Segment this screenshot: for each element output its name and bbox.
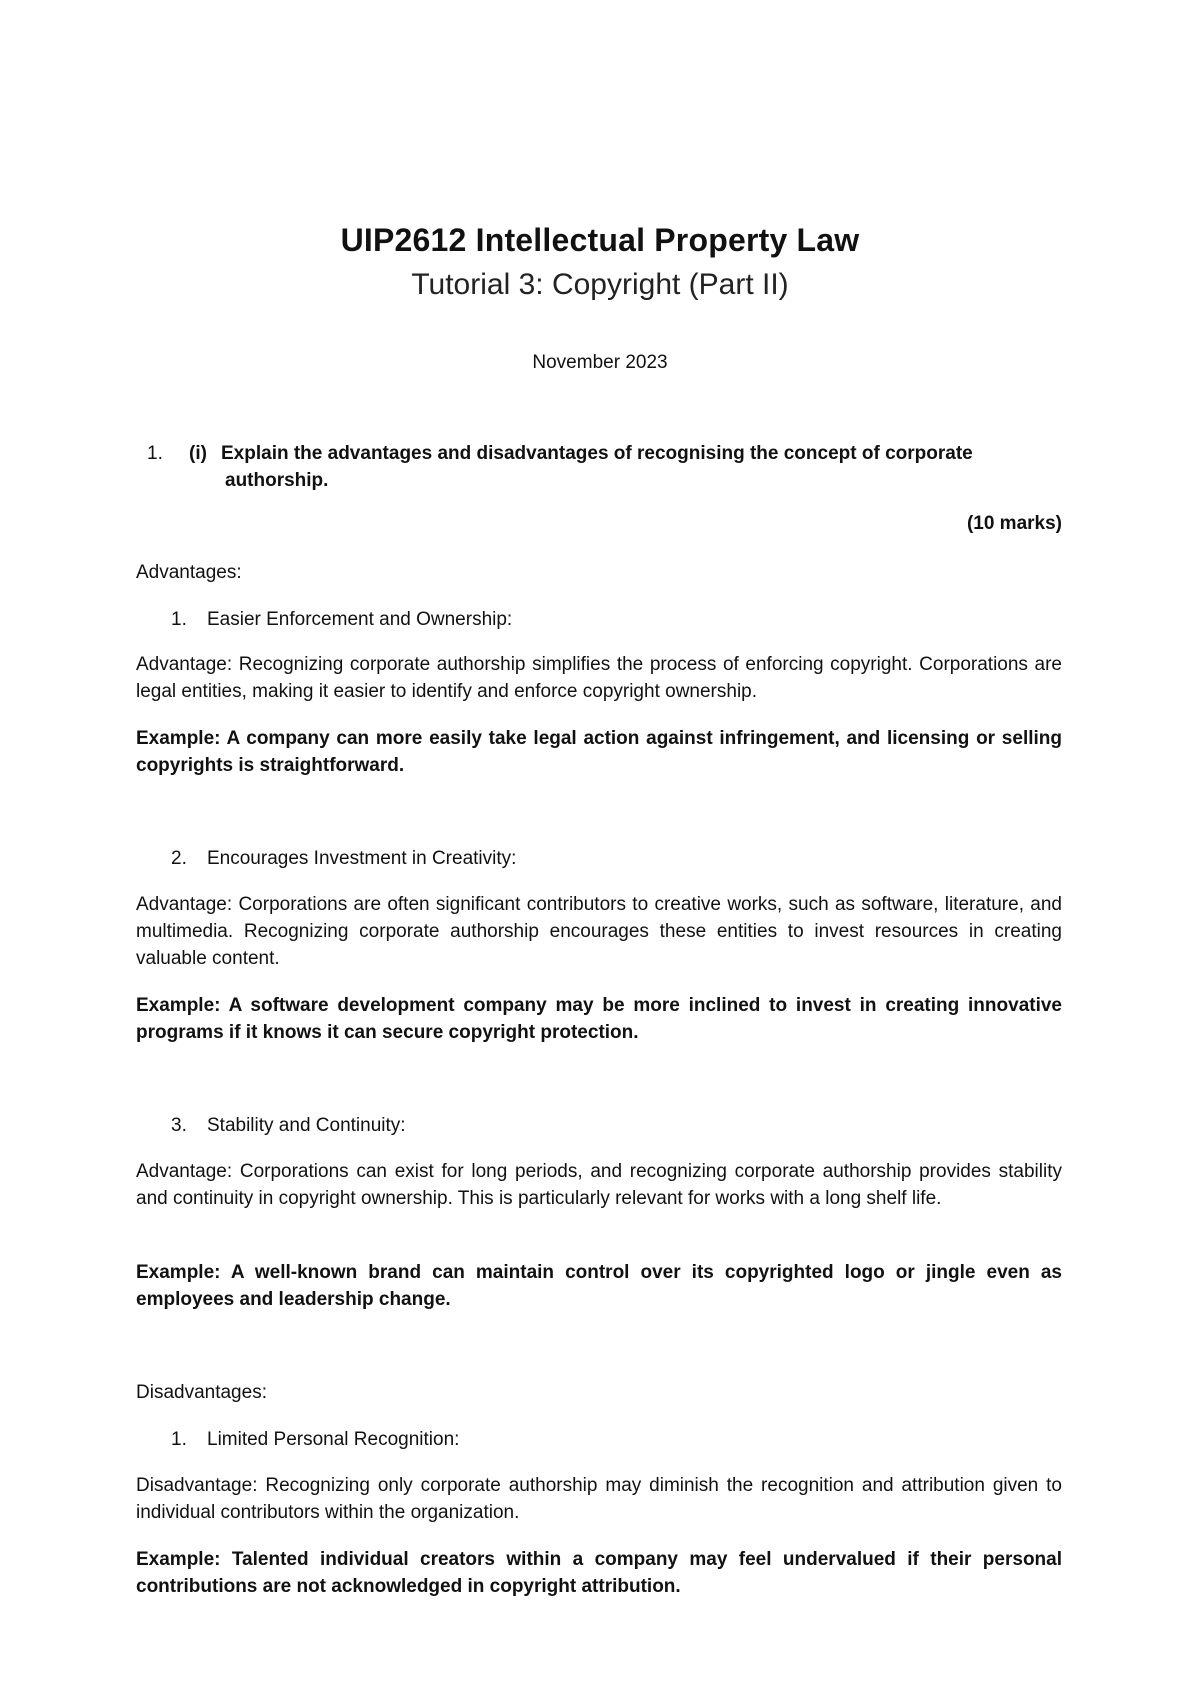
advantage-item-3-advantage: Advantage: Corporations can exist for long periods, and recognizing corporate authorship provides stability and continuity in copyright ownership. This is particularly relevant for works with a long shelf life. [136, 1161, 1062, 1209]
disadvantage-item-1-example: Example: Talented individual creators within a company may feel undervalued if their personal contributions are not acknowledged in copyright attribution. [136, 1549, 1062, 1597]
advantage-item-1-heading [171, 606, 512, 633]
advantage-item-3-title: Stability and Continuity: [207, 1115, 406, 1136]
question-marks: (10 marks) [966, 513, 1062, 534]
disadvantage-item-1-disadvantage: Disadvantage: Recognizing only corporate authorship may diminish the recognition and attribution given to individual contributors within the organization. [136, 1475, 1062, 1523]
question-text-line1: Explain the advantages and disadvantages of recognising the concept of corporate [221, 443, 973, 464]
question-number: 1. [147, 443, 163, 464]
disadvantages-heading: Disadvantages: [136, 1382, 267, 1403]
advantage-item-2-example: Example: A software development company may be more inclined to invest in creating innovative programs if it knows it can secure copyright protection. [136, 995, 1062, 1043]
disadvantage-item-1-number: 1. [171, 1429, 187, 1450]
disadvantage-item-1-title: Limited Personal Recognition: [207, 1429, 460, 1450]
question-text-line2: authorship. [225, 470, 329, 491]
advantage-item-2-title: Encourages Investment in Creativity: [207, 848, 517, 869]
advantage-item-3-example: Example: A well-known brand can maintain control over its copyrighted logo or jingle even as employees and leadership change. [136, 1262, 1062, 1310]
page-title: UIP2612 Intellectual Property Law [340, 222, 860, 258]
disadvantage-item-1-heading [171, 1426, 459, 1453]
advantage-item-2-number: 2. [171, 848, 187, 869]
advantage-item-2-advantage: Advantage: Corporations are often significant contributors to creative works, such as software, literature, and multimedia. Recognizing corporate authorship encourages these entities to invest resources in creating valuable content. [136, 894, 1062, 969]
advantage-item-3-heading [171, 1112, 406, 1139]
page-subtitle: Tutorial 3: Copyright (Part II) [411, 268, 789, 301]
advantage-item-1-example: Example: A company can more easily take legal action against infringement, and licensing or selling copyrights is straightforward. [136, 728, 1062, 776]
question-part: (i) [189, 443, 207, 464]
document-date: November 2023 [532, 352, 668, 373]
advantage-item-2-heading [171, 845, 516, 872]
advantage-item-3-number: 3. [171, 1115, 187, 1136]
advantage-item-1-advantage: Advantage: Recognizing corporate authorship simplifies the process of enforcing copyright. Corporations are legal entities, making it easier to identify and enforce copyright ownership. [136, 654, 1062, 702]
advantages-heading: Advantages: [136, 562, 242, 583]
advantage-item-1-number: 1. [171, 609, 187, 630]
advantage-item-1-title: Easier Enforcement and Ownership: [207, 609, 513, 630]
